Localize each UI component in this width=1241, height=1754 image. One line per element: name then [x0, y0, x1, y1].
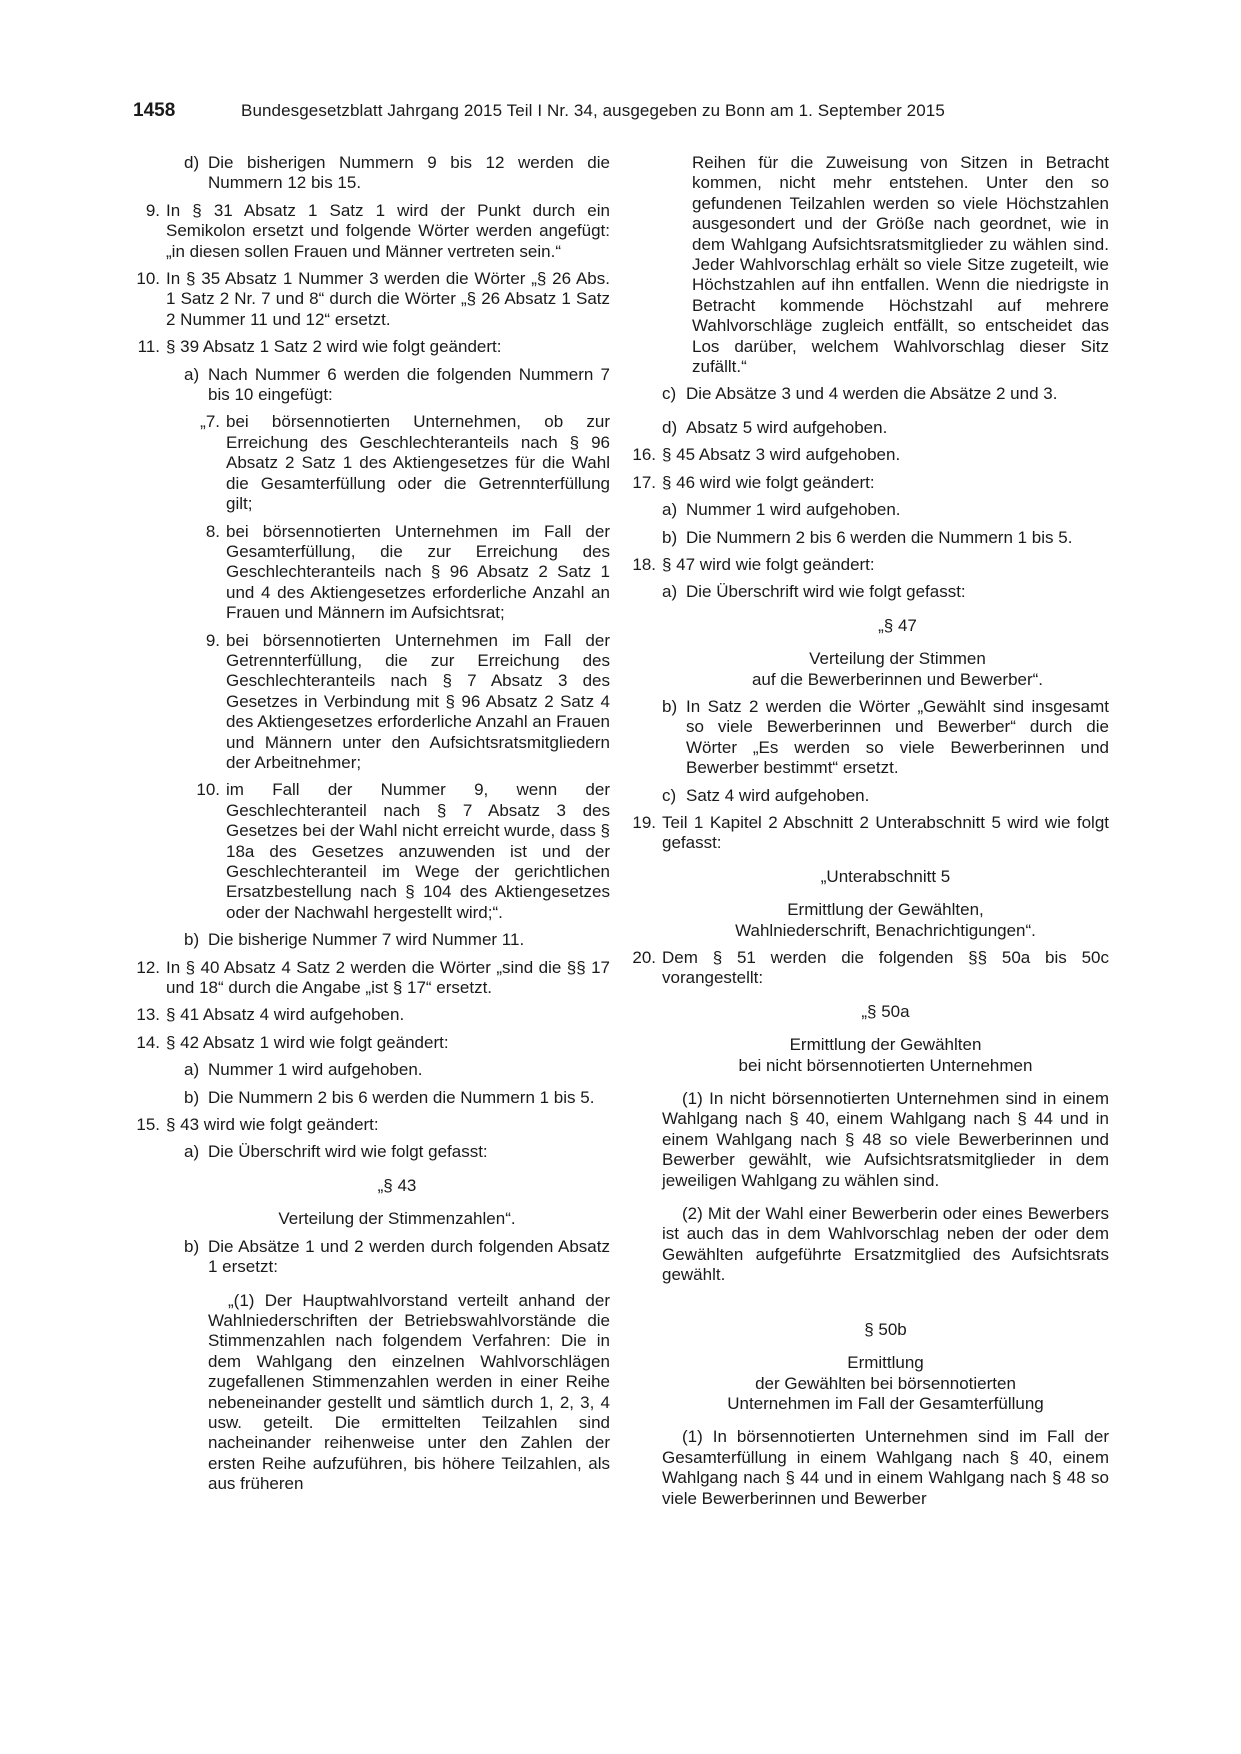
list-item [196, 522, 610, 624]
item-text: § 47 wird wie folgt geändert: [662, 554, 875, 574]
section-heading: § 50b [864, 1319, 907, 1339]
item-text: Die bisherigen Nummern 9 bis 12 werden die Nummern 12 bis 15. [208, 153, 610, 193]
item-text: § 43 wird wie folgt geändert: [166, 1115, 379, 1135]
list-item [196, 412, 610, 514]
list-item [626, 813, 1109, 854]
item-label: 8. [205, 521, 220, 541]
item-text: Nummer 1 wird aufgehoben. [686, 500, 901, 520]
section-title: Wahlniederschrift, Benachrichtigungen“. [735, 920, 1036, 940]
item-label: 20. [632, 948, 656, 967]
section-title: Unternehmen im Fall der Gesamterfüllung [727, 1393, 1044, 1413]
item-label: b) [184, 1236, 200, 1256]
section-heading: „§ 43 [377, 1175, 417, 1195]
quoted-paragraph: Reihen für die Zuweisung von Sitzen in Betracht kommen, nicht mehr entstehen. Unter den so gefundenen Teilzahlen werden so viele Höchstzahlen ausgesondert und der Größe nach geordnet, wie in dem Wahlgang Aufsichtsratsmitglieder zu wählen sind. Jeder Wahlvorschlag erhält so viele Sitze zugeteilt, wie Höchstzahlen auf ihn entfallen. Wenn die niedrigste in Betracht kommende Höchstzahl auf mehrere Wahlvorschläge zugleich entfällt, so entscheidet das Los darüber, welchem Wahlvorschlag dieser Sitz zufällt.“ [692, 153, 1109, 377]
item-label: 11. [137, 337, 160, 357]
item-label: a) [662, 582, 678, 602]
item-label: a) [662, 500, 678, 520]
page-number: 1458 [133, 100, 176, 121]
list-item [662, 384, 1109, 404]
item-label: 10. [136, 269, 160, 289]
quoted-paragraph: „(1) Der Hauptwahlvorstand verteilt anhand der Wahlniederschriften der Betriebswahlvorstände die Stimmenzahlen nach folgendem Verfahren: Die in dem Wahlgang den einzelnen Wahlvorschlägen zugefallenen Stimmenzahlen werden in einer Reihe nebeneinander gestellt und sämtlich durch 1, 2, 3, 4 usw. geteilt. Die ermittelten Teilzahlen sind nacheinander reihenweise unter den Zahlen der ersten Reihe aufzuführen, bis höhere Teilzahlen, als aus früheren [208, 1290, 610, 1494]
item-text: § 46 wird wie folgt geändert: [662, 472, 875, 492]
item-text: In § 40 Absatz 4 Satz 2 werden die Wörter „sind die §§ 17 und 18“ durch die Angabe „ist § 17“ ersetzt. [166, 957, 610, 998]
item-text: Die Nummern 2 bis 6 werden die Nummern 1 bis 5. [686, 527, 1073, 547]
item-label: 12. [136, 957, 160, 977]
item-label: a) [184, 1060, 200, 1080]
list-item [196, 780, 610, 923]
item-label: d) [662, 417, 678, 437]
list-item [130, 201, 610, 262]
item-label: b) [184, 930, 200, 950]
list-item [184, 1237, 610, 1278]
section-title: bei nicht börsennotierten Unternehmen [738, 1055, 1033, 1075]
list-item [626, 473, 1109, 493]
item-label: 19. [632, 812, 656, 832]
item-text: Satz 4 wird aufgehoben. [686, 785, 870, 805]
item-label: c) [662, 384, 677, 404]
list-item [130, 1005, 610, 1025]
item-text: § 41 Absatz 4 wird aufgehoben. [166, 1005, 405, 1025]
paragraph: (1) In börsennotierten Unternehmen sind im Fall der Gesamterfüllung in einem Wahlgang nach § 40, einem Wahlgang nach § 44 und in einem Wahlgang nach § 48 so viele Bewerberinnen und Bewerber [662, 1427, 1109, 1508]
list-item [662, 500, 1109, 520]
item-text: bei börsennotierten Unternehmen, ob zur Erreichung des Geschlechteranteils nach § 96 Absatz 2 Satz 1 des Aktiengesetzes für die Wahl die Gesamterfüllung oder die Getrennterfüllung gilt; [226, 412, 610, 514]
section-title: auf die Bewerberinnen und Bewerber“. [751, 669, 1044, 689]
section-title: Ermittlung der Gewählten, [787, 900, 984, 920]
item-text: § 45 Absatz 3 wird aufgehoben. [662, 445, 901, 465]
section-title: Ermittlung der Gewählten [789, 1035, 982, 1055]
item-text: Nach Nummer 6 werden die folgenden Nummern 7 bis 10 eingefügt: [208, 364, 610, 405]
list-item [184, 930, 610, 950]
list-item [130, 337, 610, 357]
list-item [130, 1115, 610, 1135]
item-text: Die Absätze 3 und 4 werden die Absätze 2 und 3. [686, 384, 1058, 404]
section-title: Verteilung der Stimmenzahlen“. [278, 1209, 516, 1229]
item-text: Absatz 5 wird aufgehoben. [686, 417, 888, 437]
list-item [130, 1033, 610, 1053]
item-label: 9. [205, 630, 220, 650]
gazette-header: Bundesgesetzblatt Jahrgang 2015 Teil I Nr. 34, ausgegeben zu Bonn am 1. September 2015 [241, 101, 945, 120]
item-text: In Satz 2 werden die Wörter „Gewählt sind insgesamt so viele Bewerberinnen und Bewerber“ durch die Wörter „Es werden so viele Bewerberinnen und Bewerber bestimmt“ ersetzt. [686, 696, 1109, 778]
list-item [184, 1088, 610, 1108]
item-text: bei börsennotierten Unternehmen im Fall der Getrennterfüllung, die zur Erreichung des Geschlechteranteils nach § 7 Absatz 3 des Gesetzes in Verbindung mit § 96 Absatz 2 Satz 4 des Aktiengesetzes erforderliche Anzahl an Frauen und Männern unter den Aufsichtsratsmitgliedern der Arbeitnehmer; [226, 630, 610, 772]
page-header [133, 100, 1013, 130]
item-label: b) [662, 696, 678, 716]
list-item [130, 958, 610, 999]
list-item [662, 786, 1109, 806]
list-item [662, 697, 1109, 779]
item-label: 17. [632, 472, 656, 492]
item-text: Die Absätze 1 und 2 werden durch folgenden Absatz 1 ersetzt: [208, 1236, 610, 1277]
list-item [662, 418, 1109, 438]
item-label: „7. [200, 412, 220, 432]
right-column [626, 153, 1109, 1509]
item-text: bei börsennotierten Unternehmen im Fall der Gesamterfüllung, die zur Erreichung des Geschlechteranteils nach § 96 Absatz 2 Satz 1 und 4 des Aktiengesetzes erforderliche Anzahl an Frauen und Männern im Aufsichtsrat; [226, 521, 610, 623]
item-text: Die Nummern 2 bis 6 werden die Nummern 1 bis 5. [208, 1087, 595, 1107]
item-text: § 39 Absatz 1 Satz 2 wird wie folgt geändert: [166, 337, 502, 357]
item-text: Nummer 1 wird aufgehoben. [208, 1060, 423, 1080]
item-text: im Fall der Nummer 9, wenn der Geschlechteranteil nach § 7 Absatz 3 des Gesetzes bei der Wahl nicht erreicht wurde, dass § 18a des Gesetzes anzuwenden ist und der Geschlechteranteil im Wege der gerichtlichen Ersatzbestellung nach § 104 des Aktiengesetzes oder der Nachwahl hergestellt wird;“. [226, 780, 610, 922]
list-item [184, 1060, 610, 1080]
item-text: Die bisherige Nummer 7 wird Nummer 11. [208, 930, 525, 950]
item-label: 9. [145, 200, 160, 220]
section-title: Ermittlung [847, 1353, 924, 1373]
section-heading: „Unterabschnitt 5 [820, 866, 951, 886]
paragraph: (1) In nicht börsennotierten Unternehmen sind in einem Wahlgang nach § 40, einem Wahlgang nach § 44 und in einem Wahlgang nach § 48 so viele Bewerberinnen und Bewerber gewählt, wie Aufsichtsratsmitglieder in dem jeweiligen Wahlgang zu wählen sind. [662, 1089, 1109, 1190]
item-text: Die Überschrift wird wie folgt gefasst: [208, 1142, 488, 1162]
paragraph: (2) Mit der Wahl einer Bewerberin oder eines Bewerbers ist auch das in dem Wahlvorschlag neben der oder dem Gewählten aufgeführte Ersatzmitglied des Aufsichtsrats gewählt. [662, 1204, 1109, 1285]
section-heading: „§ 50a [861, 1001, 910, 1021]
item-label: 15. [136, 1115, 160, 1135]
item-text: Die Überschrift wird wie folgt gefasst: [686, 582, 966, 602]
list-item [626, 948, 1109, 989]
item-label: a) [184, 364, 200, 384]
item-text: In § 31 Absatz 1 Satz 1 wird der Punkt durch ein Semikolon ersetzt und folgende Wörter werden angefügt: „in diesen sollen Frauen und Männer vertreten sein.“ [166, 200, 610, 261]
item-label: b) [184, 1087, 200, 1107]
list-item [626, 445, 1109, 465]
item-label: 13. [136, 1005, 160, 1025]
left-column [130, 153, 610, 1495]
list-item [626, 555, 1109, 575]
item-label: a) [184, 1142, 200, 1162]
item-text: § 42 Absatz 1 wird wie folgt geändert: [166, 1032, 449, 1052]
item-label: 10. [196, 780, 220, 800]
section-title: Verteilung der Stimmen [809, 649, 986, 669]
list-item [184, 1142, 610, 1162]
list-item [184, 365, 610, 406]
item-label: 14. [136, 1032, 160, 1052]
item-label: 16. [632, 445, 656, 465]
list-item [662, 528, 1109, 548]
item-text: Dem § 51 werden die folgenden §§ 50a bis 50c vorangestellt: [662, 948, 1109, 988]
list-item [662, 582, 1109, 602]
list-item [196, 631, 610, 774]
item-label: b) [662, 527, 678, 547]
list-item [184, 153, 610, 194]
item-text: In § 35 Absatz 1 Nummer 3 werden die Wörter „§ 26 Abs. 1 Satz 2 Nr. 7 und 8“ durch die Wörter „§ 26 Absatz 1 Satz 2 Nummer 11 und 12“ ersetzt. [166, 269, 610, 329]
item-label: c) [662, 785, 677, 805]
item-label: d) [184, 153, 200, 172]
section-heading: „§ 47 [878, 615, 917, 635]
section-title: der Gewählten bei börsennotierten [755, 1373, 1016, 1393]
list-item [130, 269, 610, 330]
item-label: 18. [632, 554, 656, 574]
item-text: Teil 1 Kapitel 2 Abschnitt 2 Unterabschnitt 5 wird wie folgt gefasst: [662, 812, 1109, 853]
